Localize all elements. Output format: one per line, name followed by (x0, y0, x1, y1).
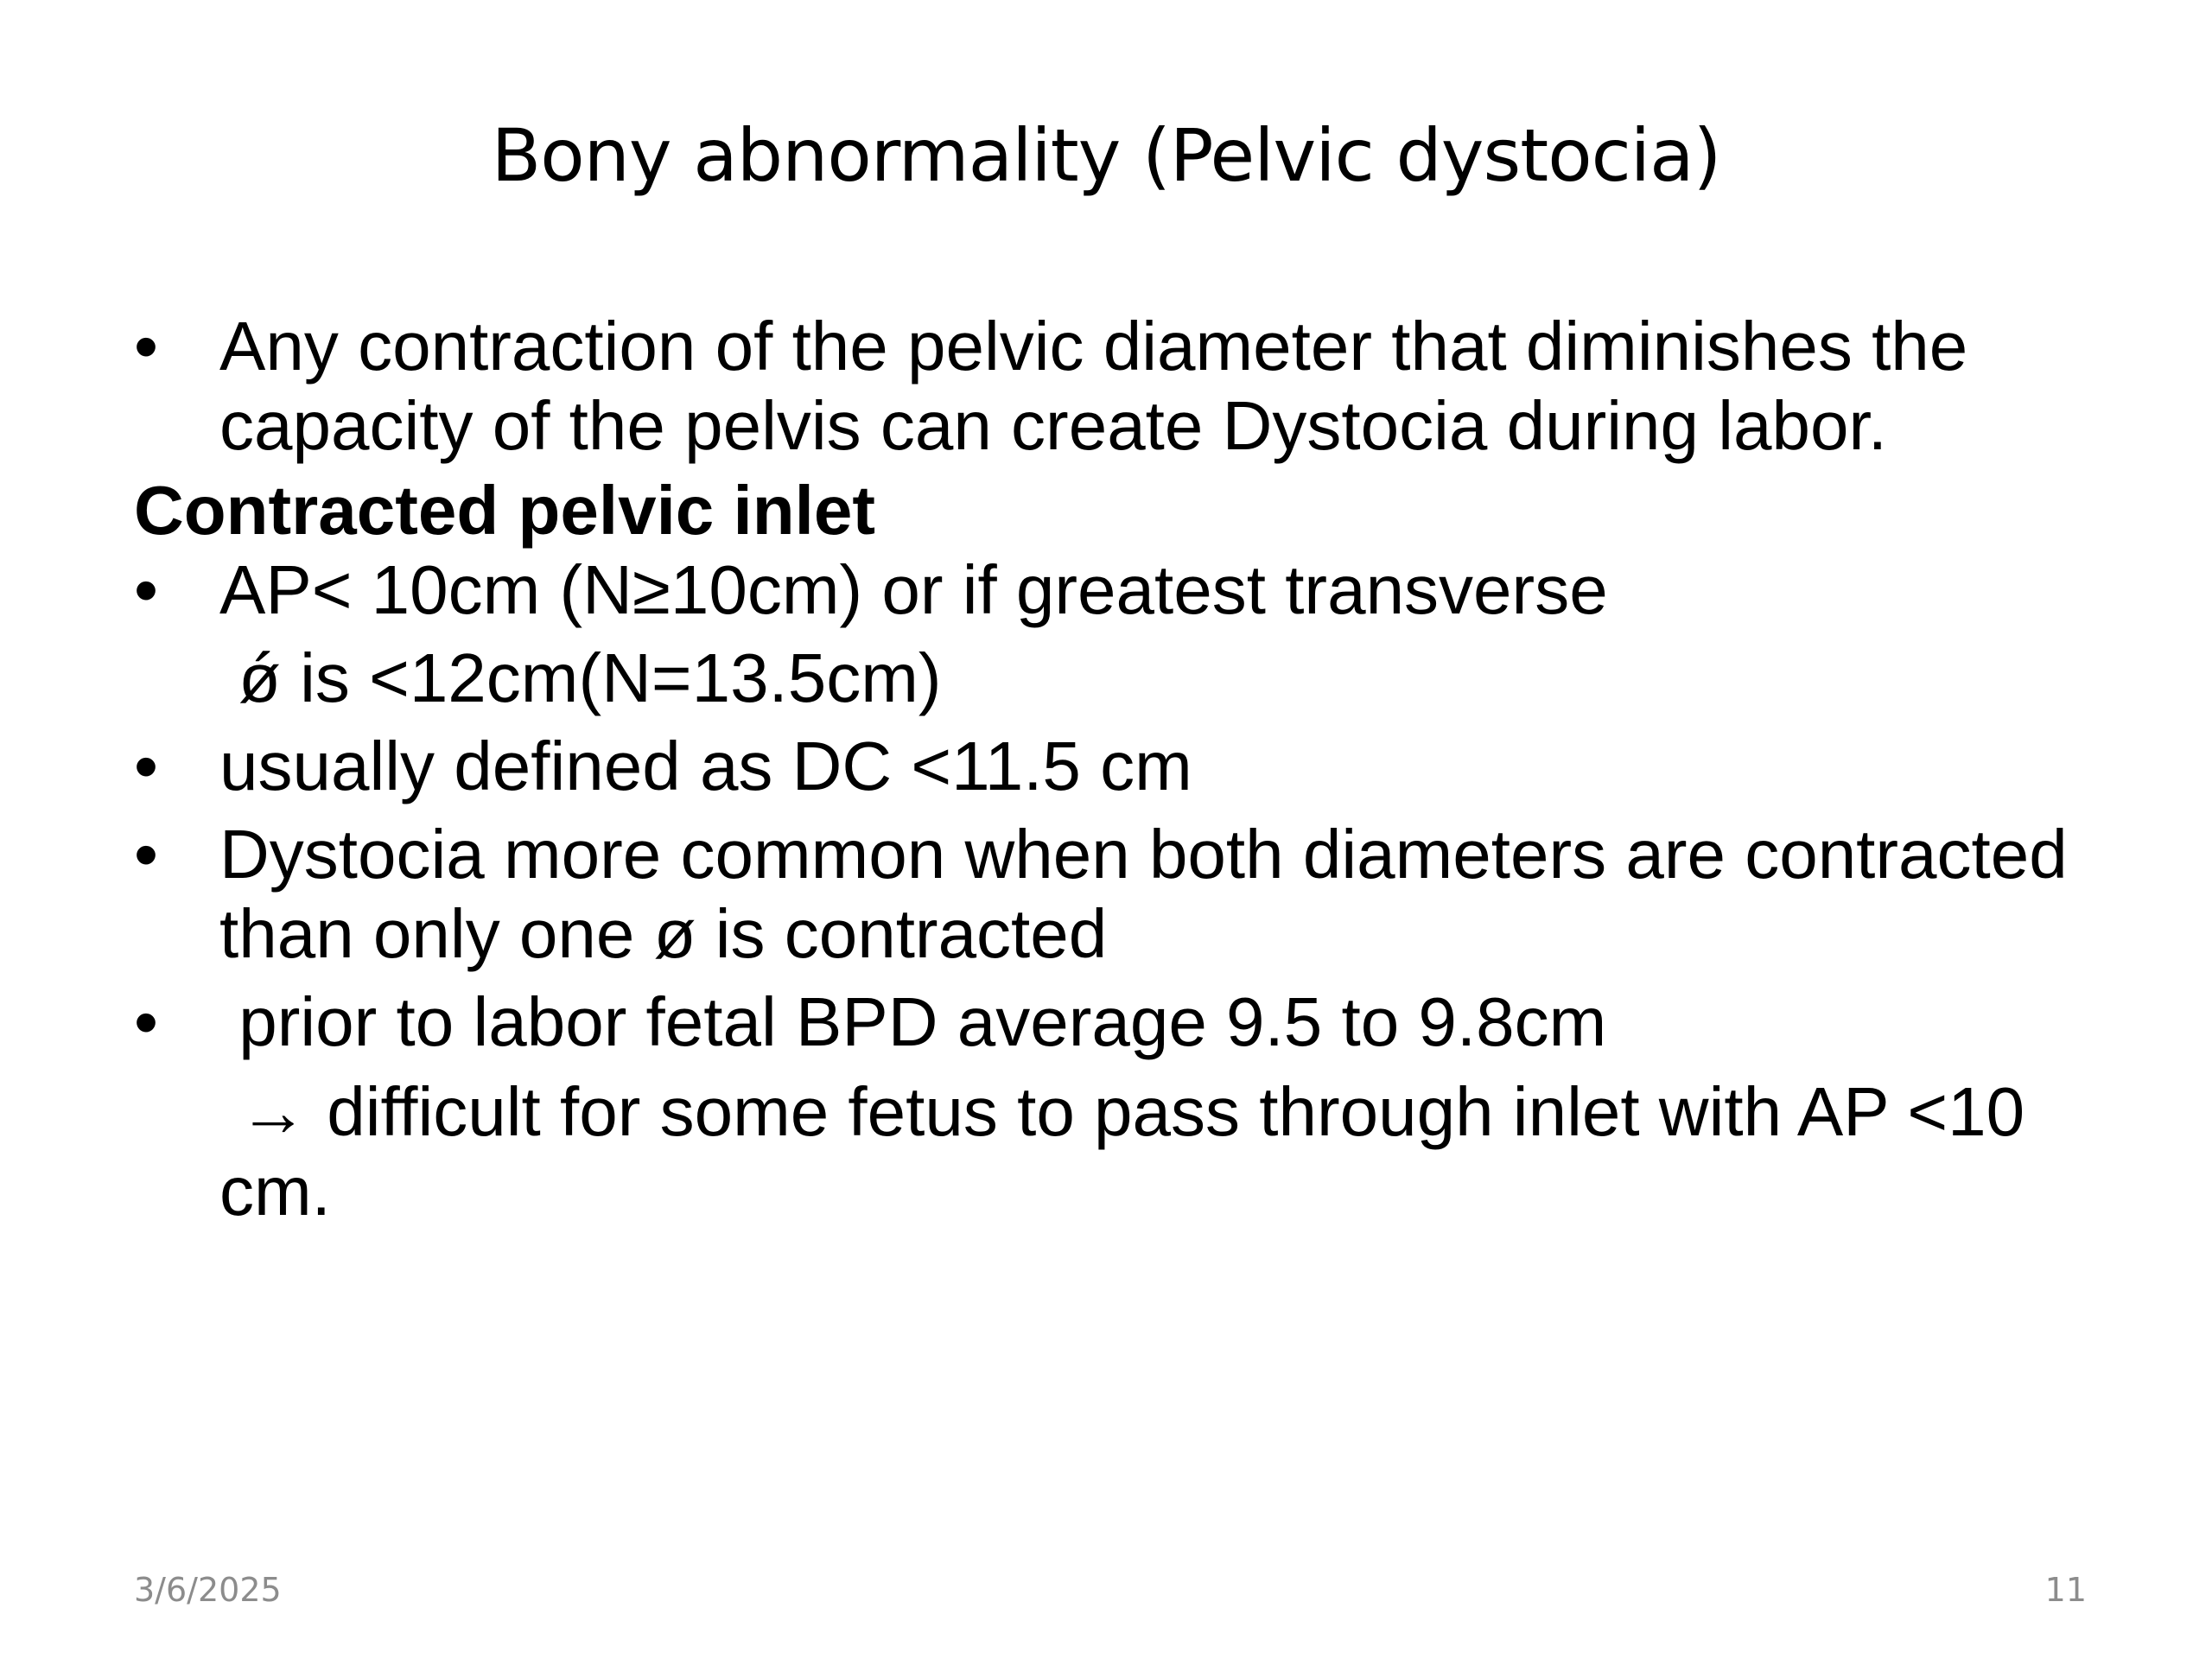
item-text: usually defined as DC <11.5 cm (219, 728, 1192, 804)
bullet-item-intro (134, 307, 2087, 466)
item-text: AP< 10cm (N≥10cm) or if greatest transverse (219, 551, 1608, 628)
bullet-icon: • (134, 816, 159, 893)
section-heading: Contracted pelvic inlet (134, 472, 875, 549)
page-number: 11 (2044, 1571, 2087, 1609)
bullet-item-ap (134, 550, 2087, 718)
slide-title: Bony abnormality (Pelvic dystocia) (491, 113, 1721, 198)
footer-date: 3/6/2025 (134, 1571, 282, 1609)
slide-body (134, 307, 2087, 1231)
item-subline: ǿ is <12cm(N=13.5cm) (238, 639, 942, 716)
bullet-item-dc (134, 727, 2087, 806)
intro-text: Any contraction of the pelvic diameter that diminishes the capacity of the pelvis can create Dystocia during labor. (219, 308, 1968, 464)
bullet-item-dystocia (134, 815, 2087, 974)
item-subline: → difficult for some fetus to pass through inlet with AP <10 cm. (219, 1073, 2025, 1230)
bullet-item-bpd (134, 982, 2087, 1231)
bullet-icon: • (134, 308, 159, 385)
item-text: prior to labor fetal BPD average 9.5 to 9.8cm (219, 983, 1607, 1060)
bullet-icon: • (134, 728, 159, 804)
bullet-icon: • (134, 983, 159, 1060)
bullet-icon: • (134, 551, 159, 628)
item-text: Dystocia more common when both diameters are contracted than only one ø is contracted (219, 816, 2068, 972)
